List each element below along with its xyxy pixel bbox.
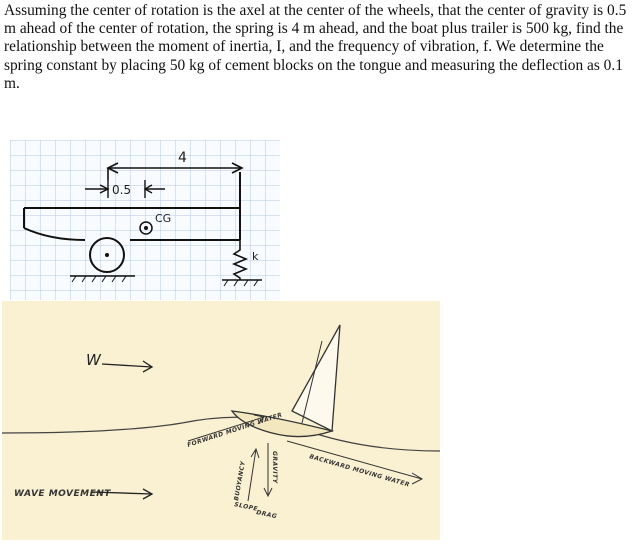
label-slope: SLOPE [233, 501, 259, 513]
label-distance-05: 0.5 [112, 183, 132, 197]
label-gravity: GRAVITY [271, 451, 278, 484]
label-cg: CG [155, 212, 172, 225]
label-buoyancy: BUOYANCY [233, 460, 247, 502]
diagram-background [2, 301, 440, 540]
label-wave-movement: WAVE MOVEMENT [14, 489, 111, 499]
label-backward-water: BACKWARD MOVING WATER [308, 453, 411, 489]
problem-statement: Assuming the center of rotation is the axel at the center of the wheels, that the center of gravity is 0.5 m ahead of the center of rotation, the spring is 4 m ahead, and the boat plus trailer is 500 kg, find the relationship between the moment of inertia, I, and the frequency of vibration, f. We determine the spring constant by placing 50 kg of cement blocks on the tongue and measuring the deflection as 0.1 m. [4, 2, 627, 92]
label-spring-k: k [252, 250, 259, 263]
label-wind: W [86, 351, 101, 369]
label-forward-water: FORWARD MOVING WATER [186, 411, 284, 449]
label-distance-4: 4 [178, 150, 187, 166]
trailer-spring-sketch [10, 140, 280, 300]
label-drag: DRAG [255, 509, 278, 521]
wave-forces-diagram [2, 301, 440, 540]
